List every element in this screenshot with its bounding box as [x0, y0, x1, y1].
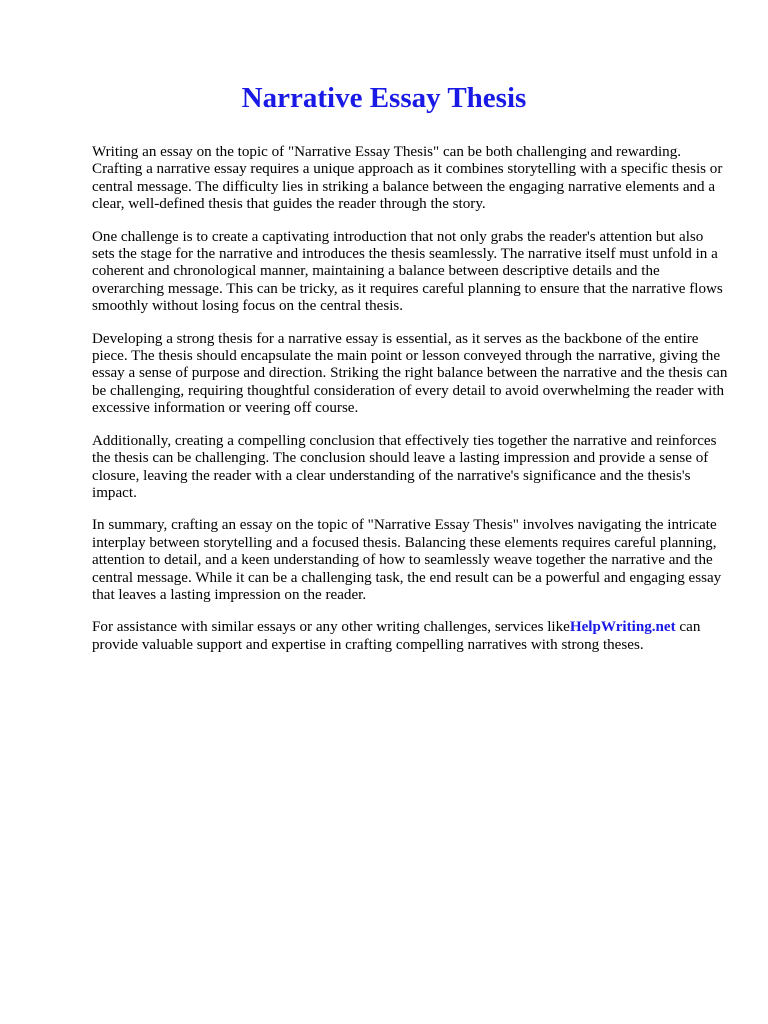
paragraph-3: Developing a strong thesis for a narrative essay is essential, as it serves as the backbone of the entire piece. The thesis should encapsulate the main point or lesson conveyed through the narrative, giving the essay a sense of purpose and direction. Striking the right balance between the narrative and the thesis can be challenging, requiring thoughtful consideration of every detail to avoid overwhelming the reader with excessive information or veering off course. — [92, 330, 728, 417]
document-body — [92, 144, 728, 654]
paragraph-4: Additionally, creating a compelling conclusion that effectively ties together the narrative and reinforces the thesis can be challenging. The conclusion should leave a lasting impression and provide a sense of closure, leaving the reader with a clear understanding of the narrative's significance and the thesis's impact. — [92, 432, 717, 501]
closing-text-before-link: For assistance with similar essays or any other writing challenges, services like — [92, 619, 570, 636]
helpwriting-link[interactable]: HelpWriting.net — [569, 619, 676, 636]
closing-paragraph — [92, 619, 728, 654]
closing-text-after-link: can provide valuable support and expertise in crafting compelling narratives with strong theses. — [92, 619, 701, 653]
paragraph-2: One challenge is to create a captivating introduction that not only grabs the reader's attention but also sets the stage for the narrative and introduces the thesis seamlessly. The narrative itself must unfold in a coherent and chronological manner, maintaining a balance between descriptive details and the overarching message. This can be tricky, as it requires careful planning to ensure that the narrative flows smoothly without losing focus on the central thesis. — [92, 228, 723, 315]
paragraph-1: Writing an essay on the topic of "Narrative Essay Thesis" can be both challenging and rewarding. Crafting a narrative essay requires a unique approach as it combines storytelling with a specific thesis or central message. The difficulty lies in striking a balance between the engaging narrative elements and a clear, well-defined thesis that guides the reader through the story. — [92, 144, 723, 213]
paragraph-5: In summary, crafting an essay on the topic of "Narrative Essay Thesis" involves navigating the intricate interplay between storytelling and a focused thesis. Balancing these elements requires careful planning, attention to detail, and a keen understanding of how to seamlessly weave together the narrative and the central message. While it can be a challenging task, the end result can be a powerful and engaging essay that leaves a lasting impression on the reader. — [92, 517, 722, 603]
document-title: Narrative Essay Thesis — [241, 82, 527, 114]
